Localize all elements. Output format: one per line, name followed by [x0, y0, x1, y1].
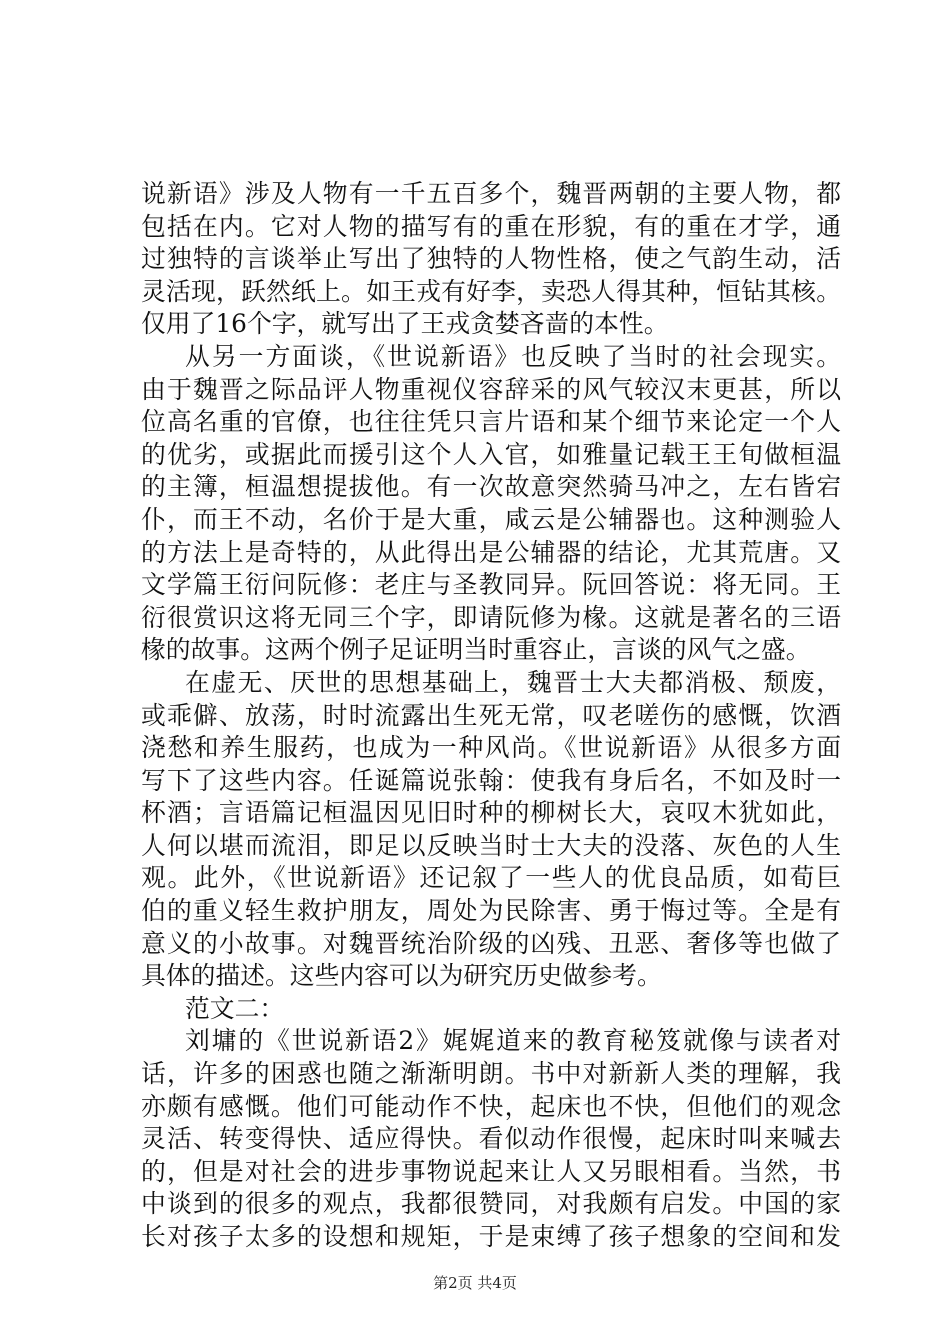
- text-line: 的优劣，或据此而援引这个人入官，如雅量记载王王旬做桓温: [141, 439, 841, 469]
- text-line: 中谈到的很多的观点，我都很赞同，对我颇有启发。中国的家: [141, 1189, 841, 1219]
- text-line: 灵活现，跃然纸上。如王戎有好李，卖恐人得其种，恒钻其核。: [141, 276, 841, 306]
- text-line: 人何以堪而流泪，即足以反映当时士大夫的没落、灰色的人生: [141, 830, 841, 860]
- text-line: 浇愁和养生服药，也成为一种风尚。《世说新语》从很多方面: [141, 733, 841, 763]
- text-line: 由于魏晋之际品评人物重视仪容辞采的风气较汉末更甚，所以: [141, 374, 841, 404]
- text-line: 的主簿，桓温想提拔他。有一次故意突然骑马冲之，左右皆宕: [141, 472, 841, 502]
- text-line: 在虚无、厌世的思想基础上，魏晋士大夫都消极、颓废，: [185, 667, 841, 697]
- text-line: 说新语》涉及人物有一千五百多个，魏晋两朝的主要人物，都: [141, 179, 841, 208]
- text-line: 仆，而王不动，名价于是大重，咸云是公辅器也。这种测验人: [141, 504, 841, 534]
- text-line: 观。此外，《世说新语》还记叙了一些人的优良品质，如荀巨: [141, 863, 841, 893]
- text-line: 包括在内。它对人物的描写有的重在形貌，有的重在才学，通: [141, 211, 841, 241]
- text-line: 文学篇王衍问阮修：老庄与圣教同异。阮回答说：将无同。王: [141, 570, 841, 600]
- text-line: 的方法上是奇特的，从此得出是公辅器的结论，尤其荒唐。又: [141, 537, 841, 567]
- text-line: 衍很赏识这将无同三个字，即请阮修为椽。这就是著名的三语: [141, 602, 841, 632]
- text-line: 过独特的言谈举止写出了独特的人物性格，使之气韵生动，活: [141, 244, 841, 274]
- text-line: 写下了这些内容。任诞篇说张翰：使我有身后名，不如及时一: [141, 765, 841, 795]
- text-line: 长对孩子太多的设想和规矩，于是束缚了孩子想象的空间和发: [141, 1222, 841, 1251]
- text-line: 伯的重义轻生救护朋友，周处为民除害、勇于悔过等。全是有: [141, 896, 841, 926]
- body-text: [141, 178, 841, 1254]
- text-line: 位高名重的官僚，也往往凭只言片语和某个细节来论定一个人: [141, 407, 841, 437]
- text-line: 椽的故事。这两个例子足证明当时重容止，言谈的风气之盛。: [141, 635, 811, 665]
- text-line: 意义的小故事。对魏晋统治阶级的凶残、丑恶、奢侈等也做了: [141, 928, 841, 958]
- text-line: 仅用了16个字，就写出了王戎贪婪吝啬的本性。: [141, 309, 669, 339]
- text-line: 亦颇有感慨。他们可能动作不快，起床也不快，但他们的观念: [141, 1091, 841, 1121]
- page-footer: [0, 1273, 950, 1293]
- text-line: 具体的描述。这些内容可以为研究历史做参考。: [141, 961, 662, 991]
- text-line: 话，许多的困惑也随之渐渐明朗。书中对新新人类的理解，我: [141, 1059, 841, 1089]
- section-heading: 范文二：: [185, 993, 285, 1023]
- text-line: 刘墉的《世说新语2》娓娓道来的教育秘笈就像与读者对: [185, 1026, 841, 1056]
- text-line: 杯酒；言语篇记桓温因见旧时种的柳树长大，哀叹木犹如此，: [141, 798, 841, 828]
- page-number-label: 第2页 共4页: [433, 1274, 517, 1292]
- text-line: 从另一方面谈，《世说新语》也反映了当时的社会现实。: [185, 341, 841, 371]
- text-line: 灵活、转变得快、适应得快。看似动作很慢，起床时叫来喊去: [141, 1124, 841, 1154]
- text-line: 的，但是对社会的进步事物说起来让人又另眼相看。当然，书: [141, 1156, 841, 1186]
- text-line: 或乖僻、放荡，时时流露出生死无常，叹老嗟伤的感慨，饮酒: [141, 700, 841, 730]
